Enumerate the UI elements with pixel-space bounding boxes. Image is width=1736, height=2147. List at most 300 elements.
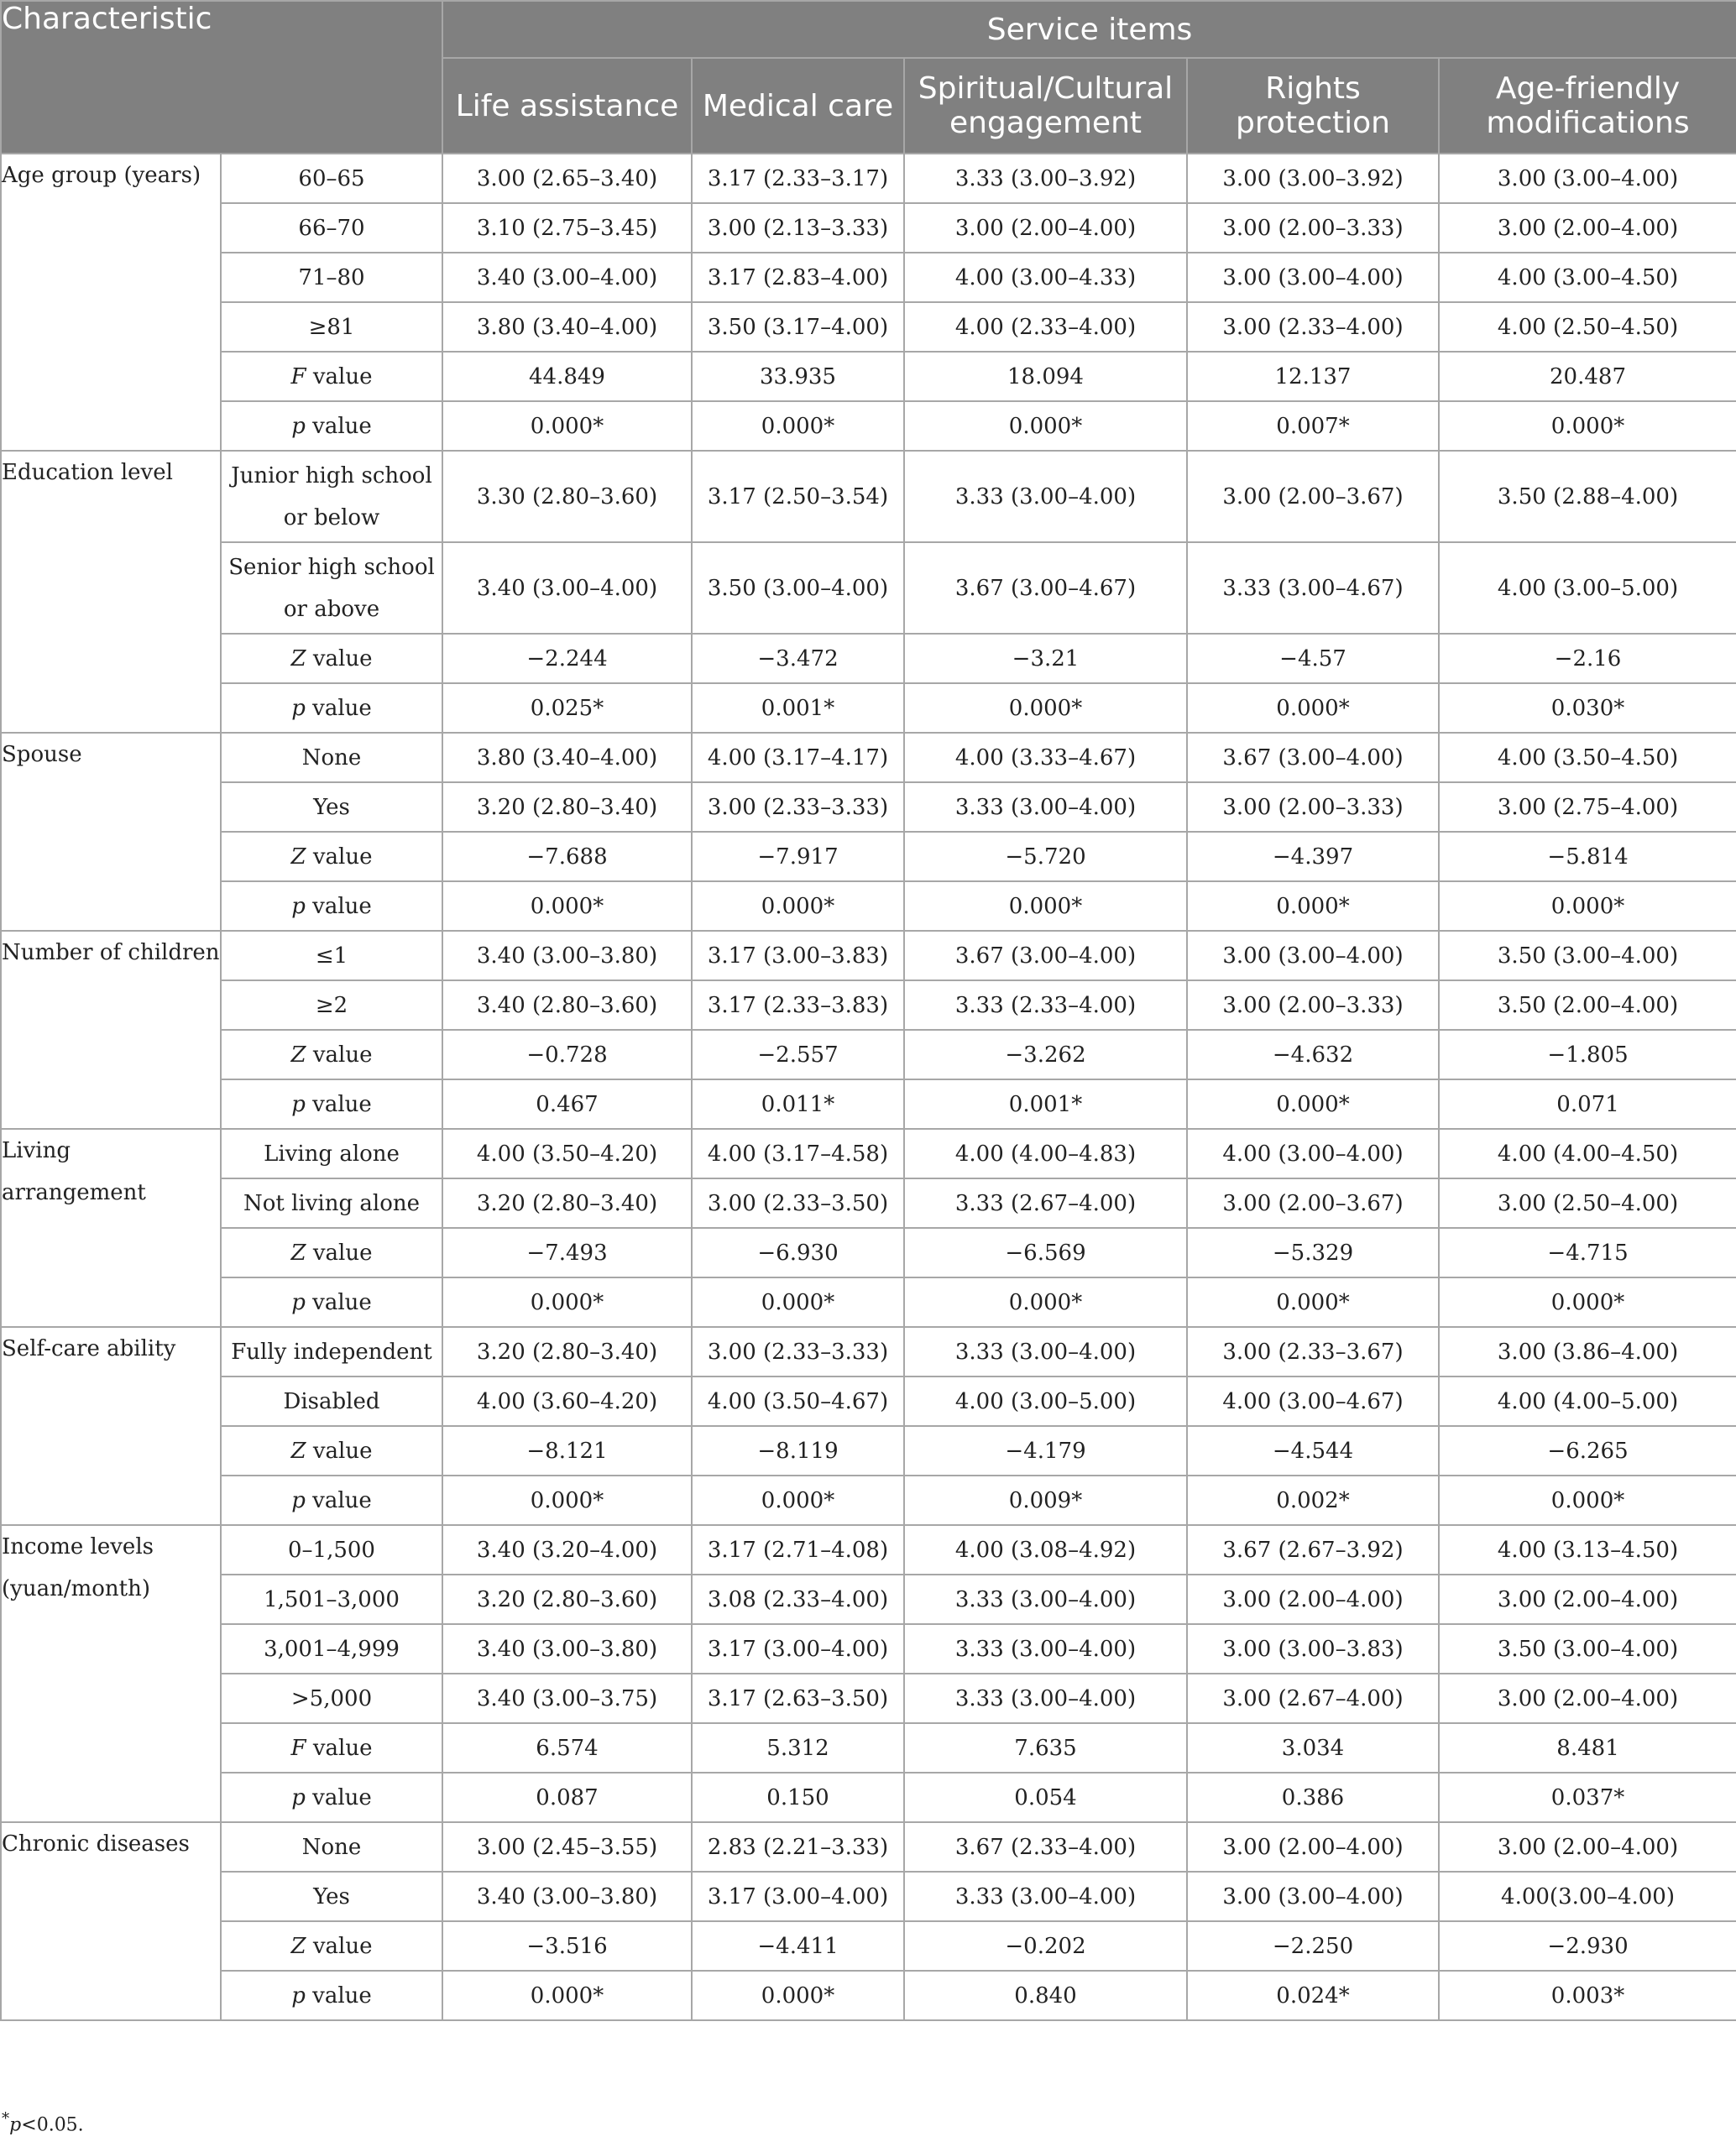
value-cell: −4.632 [1187, 1030, 1439, 1079]
statistic-symbol: Z [290, 1438, 306, 1464]
value-cell: 0.000* [692, 881, 904, 931]
statistic-label [221, 832, 442, 881]
table-row [1, 1030, 1736, 1079]
value-cell: 0.002* [1187, 1476, 1439, 1525]
value-cell: 3.17 (2.33–3.17) [692, 154, 904, 203]
value-cell: 3.00 (2.00–4.00) [904, 203, 1187, 253]
value-cell: −4.715 [1439, 1228, 1736, 1277]
value-cell: −7.688 [442, 832, 692, 881]
value-cell: 3.00 (2.75–4.00) [1439, 782, 1736, 832]
value-cell: 3.00 (2.00–4.00) [1187, 1575, 1439, 1624]
value-cell: 0.087 [442, 1773, 692, 1822]
table-row [1, 203, 1736, 253]
table-row [1, 881, 1736, 931]
category-label: 1,501–3,000 [221, 1575, 442, 1624]
value-cell: 6.574 [442, 1723, 692, 1773]
value-cell: 0.000* [904, 683, 1187, 733]
value-cell: 0.003* [1439, 1971, 1736, 2020]
value-cell: 0.000* [1439, 1277, 1736, 1327]
column-header: Rights protection [1187, 58, 1439, 154]
table-row [1, 401, 1736, 451]
value-cell: −5.814 [1439, 832, 1736, 881]
value-cell: −3.516 [442, 1921, 692, 1971]
statistic-suffix: value [306, 363, 373, 389]
table-row [1, 451, 1736, 542]
service-items-header: Service items [442, 1, 1736, 58]
statistic-symbol: Z [290, 844, 306, 870]
statistic-label [221, 1079, 442, 1129]
value-cell: 3.40 (3.00–3.80) [442, 1872, 692, 1921]
group-label: Chronic diseases [1, 1822, 221, 2020]
value-cell: 0.000* [442, 881, 692, 931]
statistic-symbol: p [291, 413, 306, 439]
value-cell: 0.024* [1187, 1971, 1439, 2020]
value-cell: 3.00 (2.00–4.00) [1439, 1822, 1736, 1872]
group-label: Spouse [1, 733, 221, 931]
statistic-symbol: F [290, 1735, 306, 1761]
value-cell: 18.094 [904, 352, 1187, 401]
table-row [1, 634, 1736, 683]
value-cell: 3.67 (2.33–4.00) [904, 1822, 1187, 1872]
value-cell: −3.262 [904, 1030, 1187, 1079]
statistic-label [221, 1723, 442, 1773]
value-cell: 3.67 (3.00–4.00) [1187, 733, 1439, 782]
value-cell: 0.000* [1187, 881, 1439, 931]
value-cell: 0.000* [1187, 1277, 1439, 1327]
category-label: 66–70 [221, 203, 442, 253]
category-label: 0–1,500 [221, 1525, 442, 1575]
value-cell: 3.00 (2.00–3.67) [1187, 451, 1439, 542]
value-cell: 0.000* [1439, 1476, 1736, 1525]
value-cell: 4.00 (4.00–4.83) [904, 1129, 1187, 1178]
value-cell: −2.16 [1439, 634, 1736, 683]
value-cell: −2.557 [692, 1030, 904, 1079]
value-cell: 3.00 (3.00–4.00) [1187, 253, 1439, 302]
value-cell: 4.00 (4.00–4.50) [1439, 1129, 1736, 1178]
value-cell: 0.054 [904, 1773, 1187, 1822]
value-cell: 4.00 (2.33–4.00) [904, 302, 1187, 352]
value-cell: 3.00 (2.67–4.00) [1187, 1674, 1439, 1723]
value-cell: 0.000* [692, 1476, 904, 1525]
table-row [1, 1624, 1736, 1674]
value-cell: 3.00 (3.00–3.83) [1187, 1624, 1439, 1674]
statistic-suffix: value [306, 1042, 373, 1068]
category-label: 60–65 [221, 154, 442, 203]
category-label: ≤1 [221, 931, 442, 980]
value-cell: 3.33 (3.00–4.00) [904, 1327, 1187, 1376]
value-cell: 4.00 (3.00–4.00) [1187, 1129, 1439, 1178]
footnote-symbol: p [9, 2114, 22, 2136]
table-row [1, 352, 1736, 401]
category-label: Senior high school or above [221, 542, 442, 634]
value-cell: −0.202 [904, 1921, 1187, 1971]
value-cell: −4.397 [1187, 832, 1439, 881]
value-cell: 7.635 [904, 1723, 1187, 1773]
value-cell: 4.00 (3.17–4.58) [692, 1129, 904, 1178]
table-row [1, 683, 1736, 733]
value-cell: 3.17 (2.33–3.83) [692, 980, 904, 1030]
table-row [1, 1178, 1736, 1228]
value-cell: 3.33 (3.00–3.92) [904, 154, 1187, 203]
value-cell: 0.037* [1439, 1773, 1736, 1822]
value-cell: 3.00 (2.00–3.33) [1187, 203, 1439, 253]
statistic-symbol: p [291, 1982, 306, 2009]
value-cell: 3.00 (2.00–3.33) [1187, 980, 1439, 1030]
statistic-label [221, 683, 442, 733]
statistic-suffix: value [305, 1487, 372, 1513]
statistic-label [221, 1277, 442, 1327]
statistic-symbol: p [291, 695, 306, 721]
group-label: Number of children [1, 931, 221, 1129]
value-cell: 2.83 (2.21–3.33) [692, 1822, 904, 1872]
table-row [1, 832, 1736, 881]
column-header: Life assistance [442, 58, 692, 154]
statistic-suffix: value [305, 893, 372, 919]
value-cell: −7.493 [442, 1228, 692, 1277]
value-cell: 0.007* [1187, 401, 1439, 451]
table-row [1, 733, 1736, 782]
category-label: None [221, 1822, 442, 1872]
value-cell: 3.33 (3.00–4.00) [904, 1674, 1187, 1723]
category-label: Disabled [221, 1376, 442, 1426]
value-cell: 3.00 (2.50–4.00) [1439, 1178, 1736, 1228]
value-cell: −2.250 [1187, 1921, 1439, 1971]
statistic-symbol: F [290, 363, 306, 389]
value-cell: 3.00 (2.33–4.00) [1187, 302, 1439, 352]
value-cell: 4.00 (3.33–4.67) [904, 733, 1187, 782]
table-row [1, 1822, 1736, 1872]
statistic-label [221, 1228, 442, 1277]
category-label: Living alone [221, 1129, 442, 1178]
table-row [1, 1674, 1736, 1723]
statistic-suffix: value [305, 1091, 372, 1117]
value-cell: 4.00 (3.13–4.50) [1439, 1525, 1736, 1575]
table-row [1, 154, 1736, 203]
value-cell: 3.10 (2.75–3.45) [442, 203, 692, 253]
statistic-suffix: value [306, 1438, 373, 1464]
statistic-symbol: p [291, 1091, 306, 1117]
value-cell: 0.000* [1439, 881, 1736, 931]
value-cell: 12.137 [1187, 352, 1439, 401]
value-cell: 3.33 (3.00–4.00) [904, 451, 1187, 542]
value-cell: 0.150 [692, 1773, 904, 1822]
value-cell: 3.50 (2.88–4.00) [1439, 451, 1736, 542]
value-cell: 3.20 (2.80–3.40) [442, 1178, 692, 1228]
statistic-label [221, 634, 442, 683]
table-row [1, 1129, 1736, 1178]
value-cell: 3.20 (2.80–3.40) [442, 1327, 692, 1376]
value-cell: 3.17 (3.00–4.00) [692, 1872, 904, 1921]
category-label: 3,001–4,999 [221, 1624, 442, 1674]
value-cell: −6.569 [904, 1228, 1187, 1277]
value-cell: 3.50 (2.00–4.00) [1439, 980, 1736, 1030]
value-cell: −8.119 [692, 1426, 904, 1476]
group-label: Living arrangement [1, 1129, 221, 1327]
value-cell: 4.00 (3.00–4.33) [904, 253, 1187, 302]
table-row [1, 1376, 1736, 1426]
value-cell: 3.33 (3.00–4.67) [1187, 542, 1439, 634]
table-row [1, 1327, 1736, 1376]
value-cell: 4.00 (4.00–5.00) [1439, 1376, 1736, 1426]
value-cell: 3.00 (3.00–3.92) [1187, 154, 1439, 203]
value-cell: 3.33 (3.00–4.00) [904, 1624, 1187, 1674]
table-row [1, 1228, 1736, 1277]
value-cell: −5.329 [1187, 1228, 1439, 1277]
value-cell: 3.67 (2.67–3.92) [1187, 1525, 1439, 1575]
value-cell: 0.000* [904, 1277, 1187, 1327]
value-cell: −3.472 [692, 634, 904, 683]
table-row [1, 542, 1736, 634]
value-cell: −2.244 [442, 634, 692, 683]
value-cell: 3.80 (3.40–4.00) [442, 302, 692, 352]
value-cell: −7.917 [692, 832, 904, 881]
value-cell: 0.000* [442, 401, 692, 451]
statistic-symbol: Z [290, 1933, 306, 1959]
value-cell: 0.000* [1187, 683, 1439, 733]
value-cell: 3.50 (3.17–4.00) [692, 302, 904, 352]
value-cell: 4.00 (3.50–4.67) [692, 1376, 904, 1426]
statistic-suffix: value [306, 1735, 373, 1761]
statistic-symbol: p [291, 893, 306, 919]
category-label: Not living alone [221, 1178, 442, 1228]
table-row [1, 931, 1736, 980]
statistic-suffix: value [306, 645, 373, 671]
table-row [1, 1773, 1736, 1822]
table-row [1, 1277, 1736, 1327]
table-row [1, 1723, 1736, 1773]
value-cell: 3.00 (2.33–3.33) [692, 1327, 904, 1376]
value-cell: 3.17 (3.00–3.83) [692, 931, 904, 980]
value-cell: 3.00 (3.00–4.00) [1439, 154, 1736, 203]
category-label: Junior high school or below [221, 451, 442, 542]
statistic-label [221, 1476, 442, 1525]
footnote-mark: * [2, 2110, 10, 2128]
group-label: Education level [1, 451, 221, 733]
value-cell: 4.00 (3.50–4.20) [442, 1129, 692, 1178]
value-cell: −8.121 [442, 1426, 692, 1476]
category-label: 71–80 [221, 253, 442, 302]
value-cell: 3.30 (2.80–3.60) [442, 451, 692, 542]
value-cell: 4.00 (3.50–4.50) [1439, 733, 1736, 782]
category-label: None [221, 733, 442, 782]
value-cell: 8.481 [1439, 1723, 1736, 1773]
table-row [1, 1971, 1736, 2020]
value-cell: 3.17 (2.71–4.08) [692, 1525, 904, 1575]
value-cell: 3.33 (3.00–4.00) [904, 782, 1187, 832]
table-row [1, 1476, 1736, 1525]
value-cell: 3.40 (3.00–4.00) [442, 253, 692, 302]
table-row [1, 253, 1736, 302]
value-cell: 3.00 (3.00–4.00) [1187, 1872, 1439, 1921]
value-cell: 0.000* [904, 881, 1187, 931]
value-cell: −0.728 [442, 1030, 692, 1079]
value-cell: 3.67 (3.00–4.67) [904, 542, 1187, 634]
value-cell: 3.00 (3.00–4.00) [1187, 931, 1439, 980]
value-cell: 3.00 (2.00–4.00) [1439, 1674, 1736, 1723]
value-cell: 3.50 (3.00–4.00) [692, 542, 904, 634]
footnote [2, 2110, 84, 2135]
statistic-suffix: value [305, 1289, 372, 1315]
category-label: Yes [221, 782, 442, 832]
characteristic-header: Characteristic [1, 1, 442, 154]
value-cell: 0.840 [904, 1971, 1187, 2020]
value-cell: 3.33 (3.00–4.00) [904, 1872, 1187, 1921]
statistic-suffix: value [306, 1240, 373, 1266]
value-cell: 3.00 (2.00–4.00) [1439, 1575, 1736, 1624]
value-cell: 3.00 (2.00–3.33) [1187, 782, 1439, 832]
column-header: Age-friendly modifications [1439, 58, 1736, 154]
statistic-label [221, 881, 442, 931]
value-cell: 3.08 (2.33–4.00) [692, 1575, 904, 1624]
statistic-symbol: Z [290, 1240, 306, 1266]
value-cell: −4.411 [692, 1921, 904, 1971]
statistic-symbol: p [291, 1487, 306, 1513]
value-cell: 3.40 (3.00–3.80) [442, 1624, 692, 1674]
value-cell: −4.179 [904, 1426, 1187, 1476]
value-cell: −3.21 [904, 634, 1187, 683]
table-row [1, 1921, 1736, 1971]
statistic-label [221, 1773, 442, 1822]
value-cell: 4.00 (3.00–4.50) [1439, 253, 1736, 302]
value-cell: 4.00 (3.00–5.00) [904, 1376, 1187, 1426]
value-cell: 3.40 (3.00–3.80) [442, 931, 692, 980]
statistic-label [221, 1921, 442, 1971]
value-cell: 3.00 (2.45–3.55) [442, 1822, 692, 1872]
value-cell: 4.00 (3.00–4.67) [1187, 1376, 1439, 1426]
group-label: Income levels (yuan/month) [1, 1525, 221, 1822]
value-cell: 3.00 (2.00–4.00) [1439, 203, 1736, 253]
statistic-label [221, 1971, 442, 2020]
value-cell: 0.000* [1187, 1079, 1439, 1129]
value-cell: 0.000* [1439, 401, 1736, 451]
value-cell: 0.001* [692, 683, 904, 733]
statistic-suffix: value [305, 1982, 372, 2009]
value-cell: 0.030* [1439, 683, 1736, 733]
table-row [1, 1575, 1736, 1624]
statistic-symbol: Z [290, 1042, 306, 1068]
value-cell: 0.001* [904, 1079, 1187, 1129]
table-row [1, 1079, 1736, 1129]
value-cell: 0.000* [692, 401, 904, 451]
value-cell: 0.467 [442, 1079, 692, 1129]
statistic-symbol: p [291, 1784, 306, 1810]
table-row [1, 1525, 1736, 1575]
value-cell: 5.312 [692, 1723, 904, 1773]
value-cell: 3.17 (3.00–4.00) [692, 1624, 904, 1674]
value-cell: 3.00 (2.00–4.00) [1187, 1822, 1439, 1872]
value-cell: 3.00 (2.13–3.33) [692, 203, 904, 253]
value-cell: −6.265 [1439, 1426, 1736, 1476]
statistic-label [221, 352, 442, 401]
category-label: ≥81 [221, 302, 442, 352]
value-cell: 4.00 (3.00–5.00) [1439, 542, 1736, 634]
value-cell: 3.80 (3.40–4.00) [442, 733, 692, 782]
value-cell: 0.000* [904, 401, 1187, 451]
value-cell: 44.849 [442, 352, 692, 401]
value-cell: −6.930 [692, 1228, 904, 1277]
value-cell: −2.930 [1439, 1921, 1736, 1971]
value-cell: 3.17 (2.83–4.00) [692, 253, 904, 302]
table-row [1, 302, 1736, 352]
value-cell: 4.00 (3.60–4.20) [442, 1376, 692, 1426]
value-cell: 3.00 (2.33–3.67) [1187, 1327, 1439, 1376]
value-cell: 4.00(3.00–4.00) [1439, 1872, 1736, 1921]
category-label: Yes [221, 1872, 442, 1921]
value-cell: 3.40 (3.00–4.00) [442, 542, 692, 634]
value-cell: 3.00 (2.33–3.33) [692, 782, 904, 832]
value-cell: 3.40 (3.00–3.75) [442, 1674, 692, 1723]
statistic-suffix: value [306, 1933, 373, 1959]
value-cell: 20.487 [1439, 352, 1736, 401]
value-cell: 3.50 (3.00–4.00) [1439, 931, 1736, 980]
table-row [1, 782, 1736, 832]
value-cell: 0.000* [442, 1971, 692, 2020]
value-cell: −4.544 [1187, 1426, 1439, 1476]
value-cell: 3.00 (3.86–4.00) [1439, 1327, 1736, 1376]
group-label: Age group (years) [1, 154, 221, 451]
statistic-suffix: value [305, 413, 372, 439]
category-label: ≥2 [221, 980, 442, 1030]
statistic-symbol: p [291, 1289, 306, 1315]
value-cell: 3.20 (2.80–3.60) [442, 1575, 692, 1624]
table-row [1, 980, 1736, 1030]
value-cell: 0.000* [442, 1277, 692, 1327]
category-label: >5,000 [221, 1674, 442, 1723]
value-cell: 4.00 (2.50–4.50) [1439, 302, 1736, 352]
statistic-suffix: value [305, 695, 372, 721]
value-cell: 3.20 (2.80–3.40) [442, 782, 692, 832]
value-cell: 3.33 (3.00–4.00) [904, 1575, 1187, 1624]
group-label: Self-care ability [1, 1327, 221, 1525]
value-cell: −1.805 [1439, 1030, 1736, 1079]
value-cell: 4.00 (3.08–4.92) [904, 1525, 1187, 1575]
statistic-label [221, 1426, 442, 1476]
value-cell: 0.011* [692, 1079, 904, 1129]
statistic-suffix: value [306, 844, 373, 870]
value-cell: 3.17 (2.50–3.54) [692, 451, 904, 542]
footnote-text: <0.05. [21, 2114, 84, 2136]
value-cell: 3.67 (3.00–4.00) [904, 931, 1187, 980]
value-cell: 0.071 [1439, 1079, 1736, 1129]
value-cell: 3.33 (2.67–4.00) [904, 1178, 1187, 1228]
category-label: Fully independent [221, 1327, 442, 1376]
column-header: Medical care [692, 58, 904, 154]
value-cell: 3.33 (2.33–4.00) [904, 980, 1187, 1030]
value-cell: 4.00 (3.17–4.17) [692, 733, 904, 782]
table-row [1, 1426, 1736, 1476]
statistic-suffix: value [305, 1784, 372, 1810]
statistic-label [221, 401, 442, 451]
value-cell: 3.034 [1187, 1723, 1439, 1773]
value-cell: 0.009* [904, 1476, 1187, 1525]
value-cell: 0.025* [442, 683, 692, 733]
value-cell: 3.00 (2.00–3.67) [1187, 1178, 1439, 1228]
value-cell: 3.50 (3.00–4.00) [1439, 1624, 1736, 1674]
value-cell: 33.935 [692, 352, 904, 401]
value-cell: 0.000* [442, 1476, 692, 1525]
value-cell: 3.00 (2.33–3.50) [692, 1178, 904, 1228]
table-row [1, 1872, 1736, 1921]
column-header: Spiritual/Cultural engagement [904, 58, 1187, 154]
value-cell: 0.000* [692, 1971, 904, 2020]
value-cell: 0.000* [692, 1277, 904, 1327]
value-cell: 3.40 (3.20–4.00) [442, 1525, 692, 1575]
statistic-label [221, 1030, 442, 1079]
value-cell: −5.720 [904, 832, 1187, 881]
value-cell: 3.17 (2.63–3.50) [692, 1674, 904, 1723]
value-cell: −4.57 [1187, 634, 1439, 683]
value-cell: 3.00 (2.65–3.40) [442, 154, 692, 203]
